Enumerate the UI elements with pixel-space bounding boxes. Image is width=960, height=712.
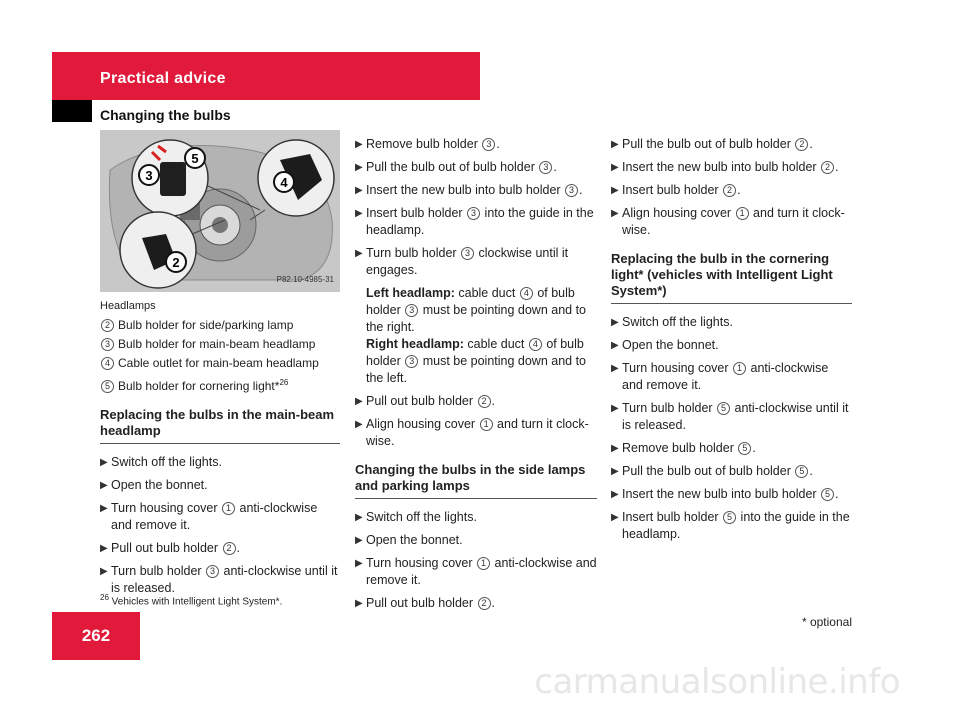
step-text: Pull out bulb holder 2 . bbox=[366, 596, 495, 610]
instruction-step bbox=[355, 416, 597, 450]
step-arrow-icon: ▶ bbox=[611, 443, 619, 454]
step-text: Remove bulb holder 5 . bbox=[622, 441, 756, 455]
steps-main-beam bbox=[100, 454, 340, 597]
step-arrow-icon: ▶ bbox=[355, 208, 363, 219]
heading-cornering-light: Replacing the bulb in the cornering light* (vehicles with Intelligent Light System*) bbox=[611, 251, 852, 304]
step-arrow-icon: ▶ bbox=[355, 535, 363, 546]
instruction-step bbox=[355, 159, 597, 176]
step-arrow-icon: ▶ bbox=[611, 162, 619, 173]
left-headlamp-note: Left headlamp: cable duct 4 of bulb holder 3 must be pointing down and to the right. bbox=[366, 286, 587, 334]
step-arrow-icon: ▶ bbox=[355, 419, 363, 430]
instruction-step bbox=[355, 245, 597, 279]
steps-side-lamps-continued bbox=[611, 136, 852, 239]
step-arrow-icon: ▶ bbox=[100, 543, 108, 554]
step-text: Turn bulb holder 5 anti-clockwise until it is released. bbox=[622, 401, 849, 432]
step-text: Open the bonnet. bbox=[111, 478, 208, 492]
step-arrow-icon: ▶ bbox=[100, 566, 108, 577]
step-text: Turn housing cover 1 anti-clockwise and remove it. bbox=[111, 501, 318, 532]
instruction-step bbox=[355, 205, 597, 239]
steps-main-beam-final bbox=[355, 393, 597, 450]
instruction-step bbox=[100, 477, 340, 494]
step-arrow-icon: ▶ bbox=[355, 512, 363, 523]
instruction-step bbox=[355, 532, 597, 549]
step-text: Remove bulb holder 3 . bbox=[366, 137, 500, 151]
instruction-step bbox=[611, 159, 852, 176]
step-arrow-icon: ▶ bbox=[100, 457, 108, 468]
step-arrow-icon: ▶ bbox=[611, 317, 619, 328]
column-3 bbox=[611, 130, 852, 549]
instruction-step bbox=[611, 509, 852, 543]
step-text: Switch off the lights. bbox=[366, 510, 477, 524]
item-number: 1 bbox=[480, 418, 493, 431]
page-subtitle: Changing the bulbs bbox=[100, 107, 231, 123]
item-number: 5 bbox=[821, 488, 834, 501]
steps-main-beam-continued bbox=[355, 136, 597, 279]
step-text: Open the bonnet. bbox=[366, 533, 463, 547]
step-text: Switch off the lights. bbox=[111, 455, 222, 469]
legend-number: 2 bbox=[101, 319, 114, 332]
step-text: Turn bulb holder 3 clockwise until it engages. bbox=[366, 246, 569, 277]
instruction-step bbox=[611, 182, 852, 199]
instruction-step bbox=[611, 136, 852, 153]
figure-caption-title: Headlamps bbox=[100, 300, 156, 312]
step-text: Switch off the lights. bbox=[622, 315, 733, 329]
step-text: Pull the bulb out of bulb holder 2 . bbox=[622, 137, 813, 151]
instruction-step bbox=[611, 314, 852, 331]
step-text: Align housing cover 1 and turn it clock-wise. bbox=[622, 206, 845, 237]
item-number: 2 bbox=[478, 395, 491, 408]
step-text: Turn housing cover 1 anti-clockwise and remove it. bbox=[366, 556, 597, 587]
headlamp-figure bbox=[100, 130, 340, 292]
callout-4: 5 bbox=[191, 151, 199, 166]
item-number: 2 bbox=[223, 542, 236, 555]
instruction-step bbox=[100, 454, 340, 471]
instruction-step bbox=[611, 205, 852, 239]
step-text: Insert bulb holder 3 into the guide in the headlamp. bbox=[366, 206, 594, 237]
instruction-step bbox=[355, 509, 597, 526]
item-number: 3 bbox=[206, 565, 219, 578]
headlamp-illustration bbox=[100, 130, 340, 292]
item-number: 5 bbox=[717, 402, 730, 415]
callout-5: 4 bbox=[280, 175, 288, 190]
legend-text: Cable outlet for main-beam headlamp bbox=[118, 356, 319, 370]
item-number: 2 bbox=[821, 161, 834, 174]
instruction-step bbox=[611, 463, 852, 480]
step-text: Pull out bulb holder 2 . bbox=[366, 394, 495, 408]
step-arrow-icon: ▶ bbox=[611, 489, 619, 500]
item-number: 2 bbox=[478, 597, 491, 610]
step-arrow-icon: ▶ bbox=[611, 185, 619, 196]
step-arrow-icon: ▶ bbox=[355, 185, 363, 196]
step-text: Pull out bulb holder 2 . bbox=[111, 541, 240, 555]
legend-item bbox=[100, 336, 340, 353]
item-number: 3 bbox=[482, 138, 495, 151]
instruction-step bbox=[100, 540, 340, 557]
steps-cornering-light bbox=[611, 314, 852, 543]
step-arrow-icon: ▶ bbox=[611, 466, 619, 477]
legend-number: 4 bbox=[101, 357, 114, 370]
callout-3: 3 bbox=[145, 168, 153, 183]
item-number: 5 bbox=[738, 442, 751, 455]
step-arrow-icon: ▶ bbox=[355, 598, 363, 609]
footnote-ref: 26 bbox=[279, 378, 289, 387]
black-tab bbox=[52, 100, 92, 122]
legend-item bbox=[100, 355, 340, 372]
step-arrow-icon: ▶ bbox=[100, 480, 108, 491]
item-number: 3 bbox=[461, 247, 474, 260]
instruction-step bbox=[611, 440, 852, 457]
step-text: Insert the new bulb into bulb holder 3 . bbox=[366, 183, 583, 197]
heading-main-beam: Replacing the bulbs in the main-beam headlamp bbox=[100, 407, 340, 444]
step-text: Turn housing cover 1 anti-clockwise and remove it. bbox=[622, 361, 829, 392]
step-arrow-icon: ▶ bbox=[355, 248, 363, 259]
step-arrow-icon: ▶ bbox=[611, 208, 619, 219]
step-arrow-icon: ▶ bbox=[611, 512, 619, 523]
legend-text: Bulb holder for side/parking lamp bbox=[118, 318, 294, 332]
instruction-step bbox=[355, 555, 597, 589]
right-headlamp-note: Right headlamp: cable duct 4 of bulb holder 3 must be pointing down and to the left. bbox=[366, 337, 587, 385]
step-text: Pull the bulb out of bulb holder 5 . bbox=[622, 464, 813, 478]
instruction-step bbox=[100, 500, 340, 534]
item-number: 1 bbox=[733, 362, 746, 375]
legend-text: Bulb holder for main-beam headlamp bbox=[118, 337, 316, 351]
instruction-step bbox=[611, 400, 852, 434]
instruction-step bbox=[355, 393, 597, 410]
column-2 bbox=[355, 130, 597, 618]
instruction-step bbox=[611, 486, 852, 503]
item-number: 1 bbox=[736, 207, 749, 220]
step-arrow-icon: ▶ bbox=[611, 403, 619, 414]
instruction-step bbox=[611, 360, 852, 394]
figure-code: P82.10-4985-31 bbox=[276, 275, 334, 284]
legend-text: Bulb holder for cornering light* bbox=[118, 379, 280, 393]
step-arrow-icon: ▶ bbox=[355, 162, 363, 173]
legend-number: 5 bbox=[101, 380, 114, 393]
watermark: carmanualsonline.info bbox=[534, 662, 900, 702]
instruction-step bbox=[355, 595, 597, 612]
item-number: 3 bbox=[467, 207, 480, 220]
step-arrow-icon: ▶ bbox=[611, 340, 619, 351]
footnote: $^{26}$ Vehicles with Intelligent Light System*. bbox=[100, 593, 283, 608]
column-1 bbox=[100, 130, 340, 603]
optional-note: * optional bbox=[801, 615, 852, 629]
item-number: 2 bbox=[723, 184, 736, 197]
callout-2: 2 bbox=[172, 255, 180, 270]
instruction-step bbox=[100, 563, 340, 597]
step-text: Insert bulb holder 5 into the guide in the headlamp. bbox=[622, 510, 850, 541]
step-text: Insert the new bulb into bulb holder 5 . bbox=[622, 487, 839, 501]
step-text: Pull the bulb out of bulb holder 3 . bbox=[366, 160, 557, 174]
section-title: Practical advice bbox=[100, 70, 226, 87]
step-text: Insert bulb holder 2 . bbox=[622, 183, 741, 197]
item-number: 1 bbox=[477, 557, 490, 570]
step-text: Align housing cover 1 and turn it clock-wise. bbox=[366, 417, 589, 448]
instruction-step bbox=[355, 182, 597, 199]
legend-item bbox=[100, 317, 340, 334]
step-arrow-icon: ▶ bbox=[355, 396, 363, 407]
page-number: 262 bbox=[52, 612, 140, 660]
legend-item bbox=[100, 374, 340, 395]
item-number: 3 bbox=[565, 184, 578, 197]
instruction-step bbox=[355, 136, 597, 153]
step-text: Insert the new bulb into bulb holder 2 . bbox=[622, 160, 839, 174]
heading-side-lamps: Changing the bulbs in the side lamps and parking lamps bbox=[355, 462, 597, 499]
step-text: Turn bulb holder 3 anti-clockwise until it is released. bbox=[111, 564, 338, 595]
instruction-step bbox=[611, 337, 852, 354]
step-arrow-icon: ▶ bbox=[355, 139, 363, 150]
step-text: Open the bonnet. bbox=[622, 338, 719, 352]
step-arrow-icon: ▶ bbox=[355, 558, 363, 569]
legend-number: 3 bbox=[101, 338, 114, 351]
step-arrow-icon: ▶ bbox=[611, 363, 619, 374]
item-number: 2 bbox=[795, 138, 808, 151]
step-arrow-icon: ▶ bbox=[100, 503, 108, 514]
steps-side-lamps bbox=[355, 509, 597, 612]
item-number: 5 bbox=[795, 465, 808, 478]
step-arrow-icon: ▶ bbox=[611, 139, 619, 150]
item-number: 3 bbox=[539, 161, 552, 174]
item-number: 5 bbox=[723, 511, 736, 524]
item-number: 1 bbox=[222, 502, 235, 515]
